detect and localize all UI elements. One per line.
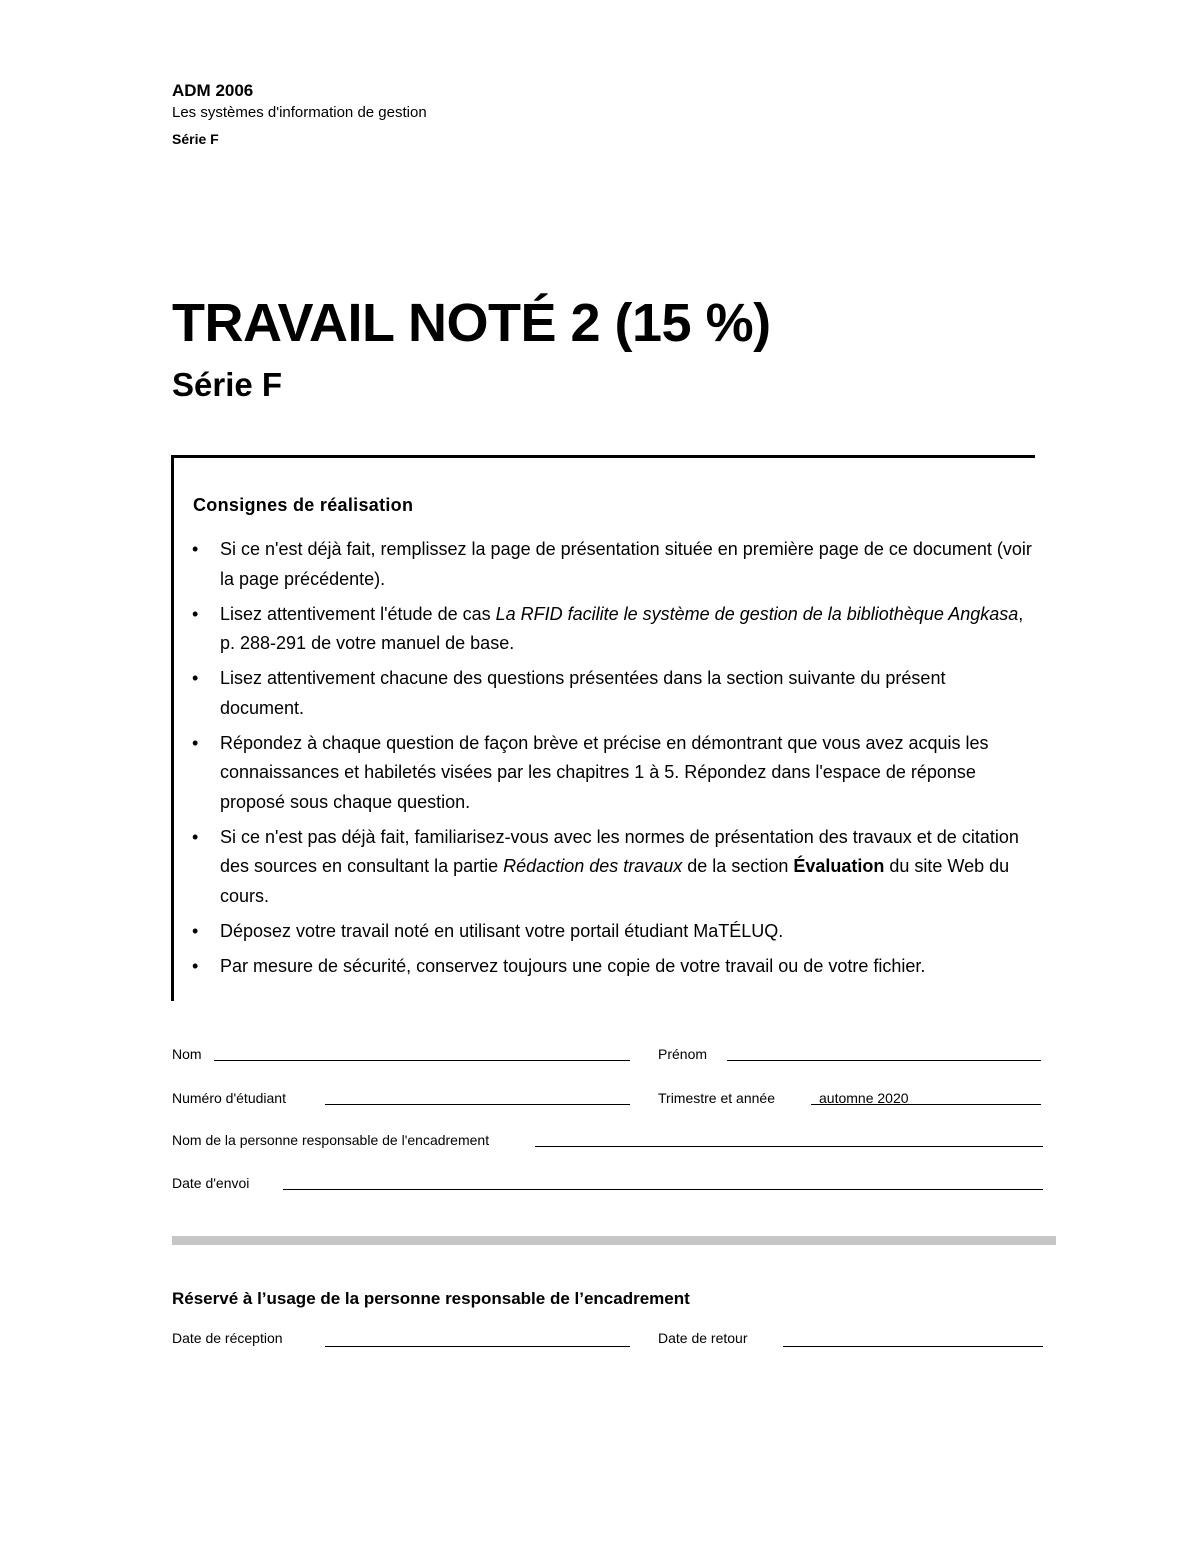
bullet-icon: • <box>192 826 199 847</box>
instruction-text: de la section <box>682 856 794 876</box>
instruction-text: Si ce n'est pas déjà fait, familiarisez-vous avec les normes de présentation des travaux et de citation des sources en consultant la partie <box>220 826 1019 876</box>
prenom-label: Prénom <box>658 1046 708 1062</box>
series-label: Série F <box>172 131 219 147</box>
instructions-box-left-border <box>171 455 174 1001</box>
instruction-item <box>188 952 1033 982</box>
nom-label: Nom <box>172 1046 202 1062</box>
case-study-title: La RFID facilite le système de gestion de la bibliothèque Angkasa <box>495 603 1019 624</box>
instruction-text: , p. 288-291 de votre manuel de base. <box>220 603 1024 653</box>
page-title: TRAVAIL NOTÉ 2 (15 %) <box>172 293 771 353</box>
section-divider <box>172 1236 1056 1245</box>
instruction-text: Par mesure de sécurité, conservez toujours une copie de votre travail ou de votre fichier. <box>220 955 926 976</box>
instruction-item <box>188 535 1033 594</box>
date-envoi-field[interactable] <box>283 1189 1043 1190</box>
responsable-field[interactable] <box>535 1146 1043 1147</box>
prenom-field[interactable] <box>727 1060 1041 1061</box>
section-reference: Rédaction des travaux <box>503 856 683 876</box>
numero-etudiant-label: Numéro d'étudiant <box>172 1090 286 1106</box>
date-retour-field[interactable] <box>783 1346 1043 1347</box>
instruction-text: Répondez à chaque question de façon brève et précise en démontrant que vous avez acquis les connaissances et habiletés visées par les chapitres 1 à 5. Répondez dans l'espace de réponse proposé sous chaque question. <box>220 732 989 812</box>
evaluation-reference: Évaluation <box>793 856 885 876</box>
instruction-text: Si ce n'est déjà fait, remplissez la page de présentation située en première page de ce document (voir la page précédente). <box>220 539 1032 589</box>
bullet-icon: • <box>192 920 199 941</box>
trimestre-value: automne 2020 <box>819 1090 909 1106</box>
bullet-icon: • <box>192 732 199 753</box>
instruction-item <box>188 823 1033 912</box>
instruction-text: Lisez attentivement l'étude de cas <box>220 603 496 624</box>
bullet-icon: • <box>192 539 199 559</box>
bullet-icon: • <box>192 603 199 624</box>
nom-field[interactable] <box>214 1060 630 1061</box>
course-code: ADM 2006 <box>172 81 254 100</box>
trimestre-label: Trimestre et année <box>658 1090 775 1106</box>
instruction-item <box>188 917 1033 947</box>
instruction-text: Lisez attentivement chacune des questions présentées dans la section suivante du présent document. <box>220 668 946 718</box>
bullet-icon: • <box>192 668 199 688</box>
page-subtitle: Série F <box>172 366 283 403</box>
bullet-icon: • <box>192 955 199 976</box>
reserved-heading: Réservé à l’usage de la personne responsable de l’encadrement <box>172 1289 690 1308</box>
instructions-list <box>188 535 1033 987</box>
date-reception-label: Date de réception <box>172 1330 283 1346</box>
instruction-item <box>188 600 1033 659</box>
instruction-text: du site Web du cours. <box>220 856 1010 906</box>
instructions-box-top-border <box>171 455 1035 458</box>
date-retour-label: Date de retour <box>658 1330 748 1346</box>
responsable-label: Nom de la personne responsable de l'encadrement <box>172 1132 490 1148</box>
instruction-item <box>188 664 1033 723</box>
date-reception-field[interactable] <box>325 1346 630 1347</box>
instruction-text: Déposez votre travail noté en utilisant votre portail étudiant MaTÉLUQ. <box>220 920 784 941</box>
instructions-heading: Consignes de réalisation <box>193 495 414 515</box>
course-name: Les systèmes d'information de gestion <box>172 104 427 121</box>
date-envoi-label: Date d'envoi <box>172 1175 250 1191</box>
numero-etudiant-field[interactable] <box>325 1104 630 1105</box>
instruction-item <box>188 729 1033 818</box>
